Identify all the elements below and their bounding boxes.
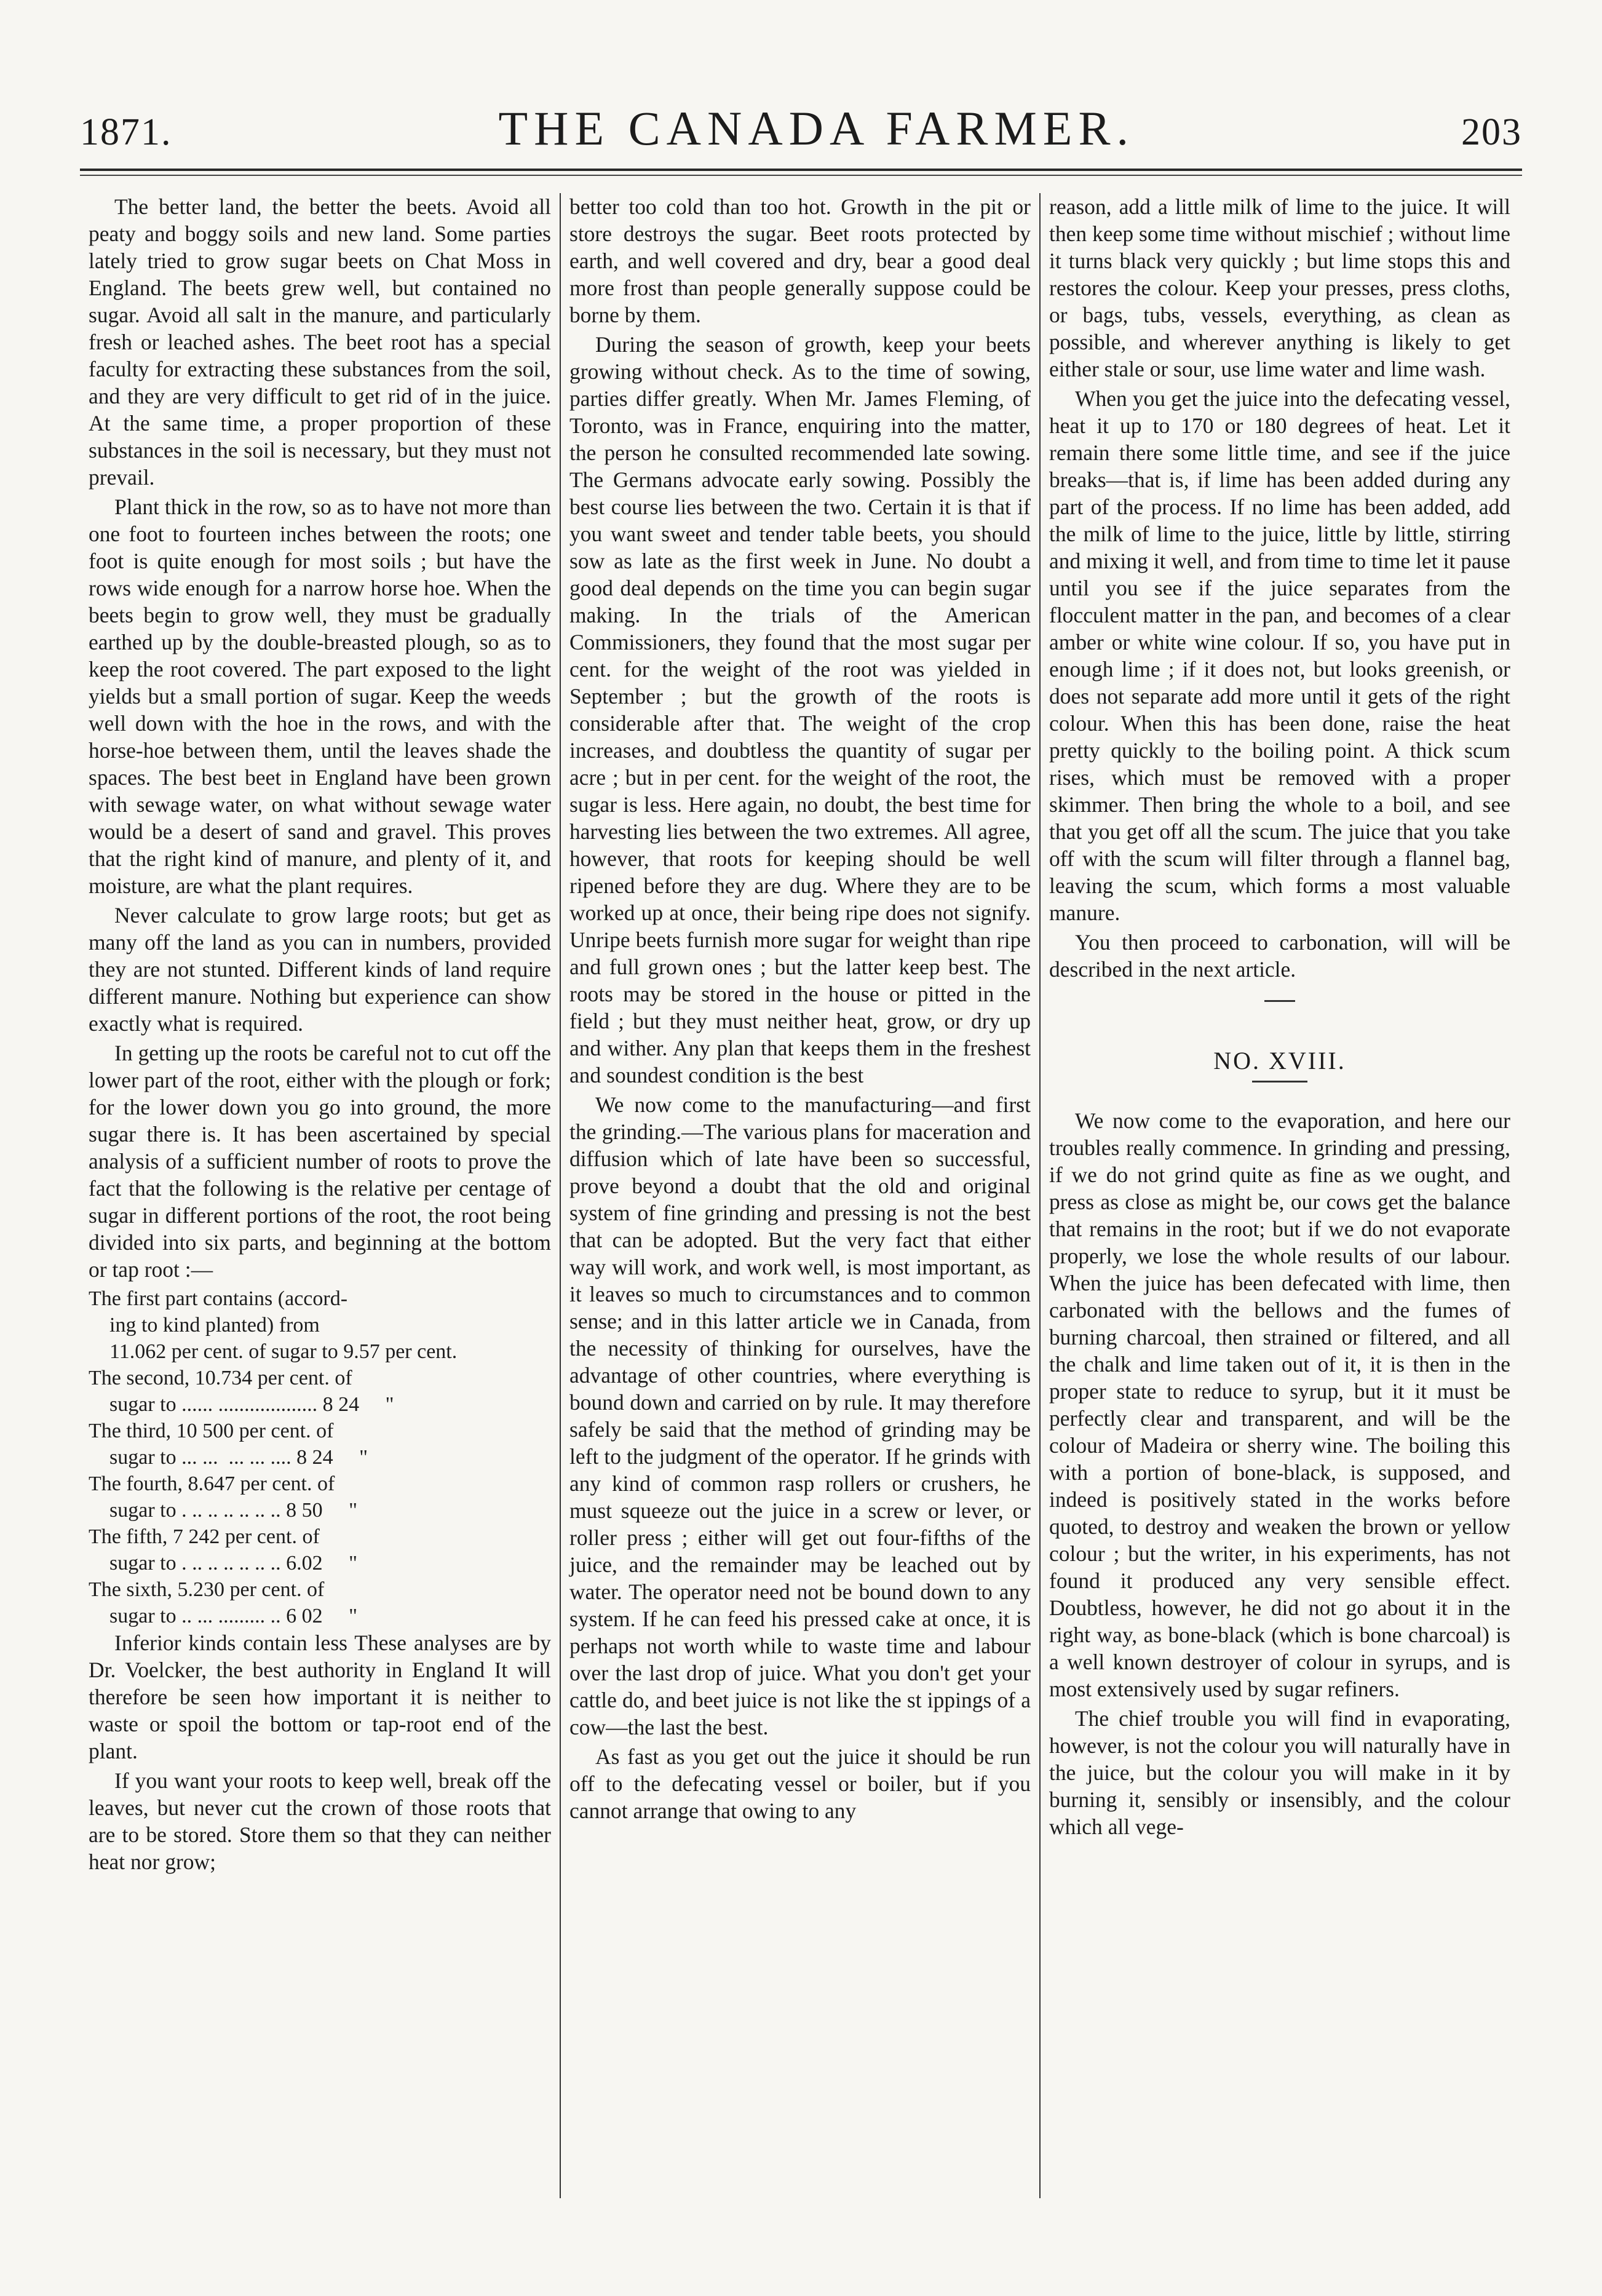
paragraph: We now come to the manufacturing—and first the grinding.—The various plans for maceration and diffusion which of late have been so successful, prove beyond a doubt that the old and original system of fine grinding and pressing is not the best that can be adopted. But the very fact that either way will work, and work well, is most important, as it leaves so much to circumstances and to common sense; and in this latter article we in Canada, from the necessity of thinking for ourselves, have the advantage of other countries, where everything is bound down and carried on by rule. It may therefore safely be said that the method of grinding may be left to the judgment of the operator. If he grinds with any kind of common rasp rollers or crushers, he must squeeze out the juice in a screw or lever, or roller press ; either will get out four-fifths of the juice, and the remainder may be leached out by water. The operator need not be bound down to any system. If he can feed his pressed cake at once, it is perhaps not worth while to waste time and labour over the last drop of juice. What you don't get your cattle do, and beet juice is not like the st ippings of a cow—the last the best. xyxy=(569,1092,1031,1739)
table-line: 11.062 per cent. of sugar to 9.57 per cent. xyxy=(89,1340,458,1363)
masthead xyxy=(80,101,1522,155)
paragraph: better too cold than too hot. Growth in the pit or store destroys the sugar. Beet roots protected by earth, and well covered and dry, bear a good deal more frost than people generally suppose could be borne by them. xyxy=(569,194,1031,327)
section-heading: NO. XVIII. xyxy=(1213,1047,1346,1075)
header-rule xyxy=(80,169,1522,171)
paragraph: The better land, the better the beets. Avoid all peaty and boggy soils and new land. Some parties lately tried to grow sugar beets on Chat Moss in England. The beets grew well, but contained no sugar. Avoid all salt in the manure, and particularly fresh or leached ashes. The beet root has a special faculty for extracting these substances from the soil, and they are very difficult to get rid of in the juice. At the same time, a proper proportion of these substances in the soil is necessary, but they must not prevail. xyxy=(89,194,551,490)
column-1 xyxy=(80,193,560,2198)
paragraph: When you get the juice into the defecating vessel, heat it up to 170 or 180 degrees of heat. Let it remain there some little time, and see if the juice breaks—that is, if lime has been added during any part of the process. If no lime has been added, add the milk of lime to the juice, little by little, stirring and mixing it well, and from time to time let it pause until you see if the juice separates from the flocculent matter in the pan, and becomes of a clear amber or white wine colour. If so, you have put in enough lime ; if it does not, but looks greenish, or does not separate add more until it gets of the right colour. When this has been done, raise the heat pretty quickly to the boiling point. A thick scum rises, which must be removed with a proper skimmer. Then bring the whole to a boil, and see that you get off all the scum. The juice that you take off with the scum will filter through a flannel bag, leaving the scum, which forms a most valuable manure. xyxy=(1049,386,1510,925)
column-2 xyxy=(560,193,1039,2198)
paragraph: As fast as you get out the juice it should be run off to the defecating vessel or boiler, but if you cannot arrange that owing to any xyxy=(569,1744,1031,1823)
section-divider xyxy=(1264,1000,1295,1002)
paragraph: You then proceed to carbonation, will will be described in the next article. xyxy=(1049,930,1510,982)
publication-title: THE CANADA FARMER. xyxy=(498,101,1135,155)
table-line: The fourth, 8.647 per cent. of xyxy=(89,1472,335,1495)
paragraph: reason, add a little milk of lime to the juice. It will then keep some time without mischief ; without lime it turns black very quickly ; but lime stops this and restores the colour. Keep your presses, press cloths, or bags, tubs, vessels, everything, as clean as possible, and wherever anything is likely to get either stale or sour, use lime water and lime wash. xyxy=(1049,194,1510,381)
issue-year: 1871. xyxy=(80,111,172,153)
table-line: sugar to ...... ................... 8 24 " xyxy=(89,1393,394,1416)
header-rule-secondary xyxy=(80,175,1522,176)
paragraph: During the season of growth, keep your beets growing without check. As to the time of sowing, parties differ greatly. When Mr. James Fleming, of Toronto, was in France, enquiring into the matter, the person he consulted recommended late sowing. The Germans advocate early sowing. Possibly the best course lies between the two. Certain it is that if you want sweet and tender table beets, you should sow as late as the first week in June. No doubt a good deal depends on the time you can begin sugar making. In the trials of the American Commissioners, they found that the most sugar per cent. for the weight of the root was yielded in September ; but the growth of the roots is considerable after that. The weight of the crop increases, and doubtless the quantity of sugar per acre ; but in per cent. for the weight of the root, the sugar is less. Here again, no doubt, the best time for harvesting lies between the two extremes. All agree, however, that roots for keeping should be well ripened before they are dug. Where they are to be worked up at once, their being ripe does not signify. Unripe beets furnish more sugar for weight than ripe and full grown ones ; but the latter keep best. The roots may be stored in the house or pitted in the field ; but they must neither heat, grow, or dry up and wither. Any plan that keeps them in the freshest and soundest condition is the best xyxy=(569,332,1031,1087)
paragraph: In getting up the roots be careful not to cut off the lower part of the root, either with the plough or fork; for the lower down you go into ground, the more sugar there is. It has been ascertained by special analysis of a sufficient number of roots to prove the fact that the following is the relative per centage of sugar in different portions of the root, the root being divided into six parts, and beginning at the bottom or tap root :— xyxy=(89,1041,551,1282)
column-3 xyxy=(1039,193,1519,2198)
table-line: The third, 10 500 per cent. of xyxy=(89,1420,334,1442)
table-line: The sixth, 5.230 per cent. of xyxy=(89,1578,325,1601)
paragraph: Never calculate to grow large roots; but get as many off the land as you can in numbers, provided they are not stunted. Different kinds of land require different manure. Nothing but experience can show exactly what is required. xyxy=(89,903,551,1036)
table-line: sugar to . .. .. .. .. .. .. 8 50 " xyxy=(89,1499,357,1522)
table-line: sugar to . .. .. .. .. .. .. 6.02 " xyxy=(89,1552,357,1575)
table-line: sugar to ... ... ... ... .... 8 24 " xyxy=(89,1446,368,1469)
table-line: The fifth, 7 242 per cent. of xyxy=(89,1525,320,1548)
paragraph: Plant thick in the row, so as to have not more than one foot to fourteen inches between the roots; one foot is quite enough for most soils ; but have the rows wide enough for a narrow horse hoe. When the beets begin to grow well, they must be gradually earthed up by the double-breasted plough, so as to keep the root covered. The part exposed to the light yields but a small portion of sugar. Keep the weeds well down with the hoe in the rows, and with the horse-hoe between them, until the leaves shade the spaces. The best beet in England have been grown with sewage water, on what without sewage water would be a desert of sand and gravel. This proves that the right kind of manure, and plenty of it, and moisture, are what the plant requires. xyxy=(89,495,551,898)
paragraph: We now come to the evaporation, and here our troubles really commence. In grinding and pressing, if we do not grind quite as fine as we ought, and press as close as might be, our cows get the balance that remains in the root; but if we do not evaporate properly, we lose the whole results of our labour. When the juice has been defecated with lime, then carbonated with the bellows and the fumes of burning charcoal, then strained or filtered, and all the chalk and lime taken out of it, it is then in the proper state to reduce to syrup, but it it must be perfectly clear and transparent, and will be the colour of Madeira or sherry wine. The boiling this with a portion of bone-black, is supposed, and indeed is positively stated in the works before quoted, to destroy and weaken the brown or yellow colour ; but the writer, in his experiments, has not found it produced any very sensible effect. Doubtless, however, he did not go about it in the right way, as bone-black (which is bone charcoal) is a well known destroyer of colour in syrups, and is most extensively used by sugar refiners. xyxy=(1049,1108,1510,1701)
page-number: 203 xyxy=(1461,111,1522,153)
table-line: sugar to .. ... ......... .. 6 02 " xyxy=(89,1605,357,1627)
table-line: The second, 10.734 per cent. of xyxy=(89,1367,352,1389)
table-line: ing to kind planted) from xyxy=(89,1314,320,1337)
paragraph: If you want your roots to keep well, break off the leaves, but never cut the crown of those roots that are to be stored. Store them so that they can neither heat nor grow; xyxy=(89,1768,551,1874)
paragraph: The chief trouble you will find in evaporating, however, is not the colour you will naturally have in the juice, but the colour you will make in it by burning it, sensibly or insensibly, and the colour which all vege- xyxy=(1049,1706,1510,1839)
article-columns xyxy=(80,193,1522,2198)
paragraph: Inferior kinds contain less These analyses are by Dr. Voelcker, the best authority in England It will therefore be seen how important it is neither to waste or spoil the bottom or tap-root end of the plant. xyxy=(89,1631,551,1763)
table-line: The first part contains (accord- xyxy=(89,1287,348,1310)
sugar-percentage-table xyxy=(89,1285,551,1629)
heading-rule xyxy=(1252,1081,1307,1082)
